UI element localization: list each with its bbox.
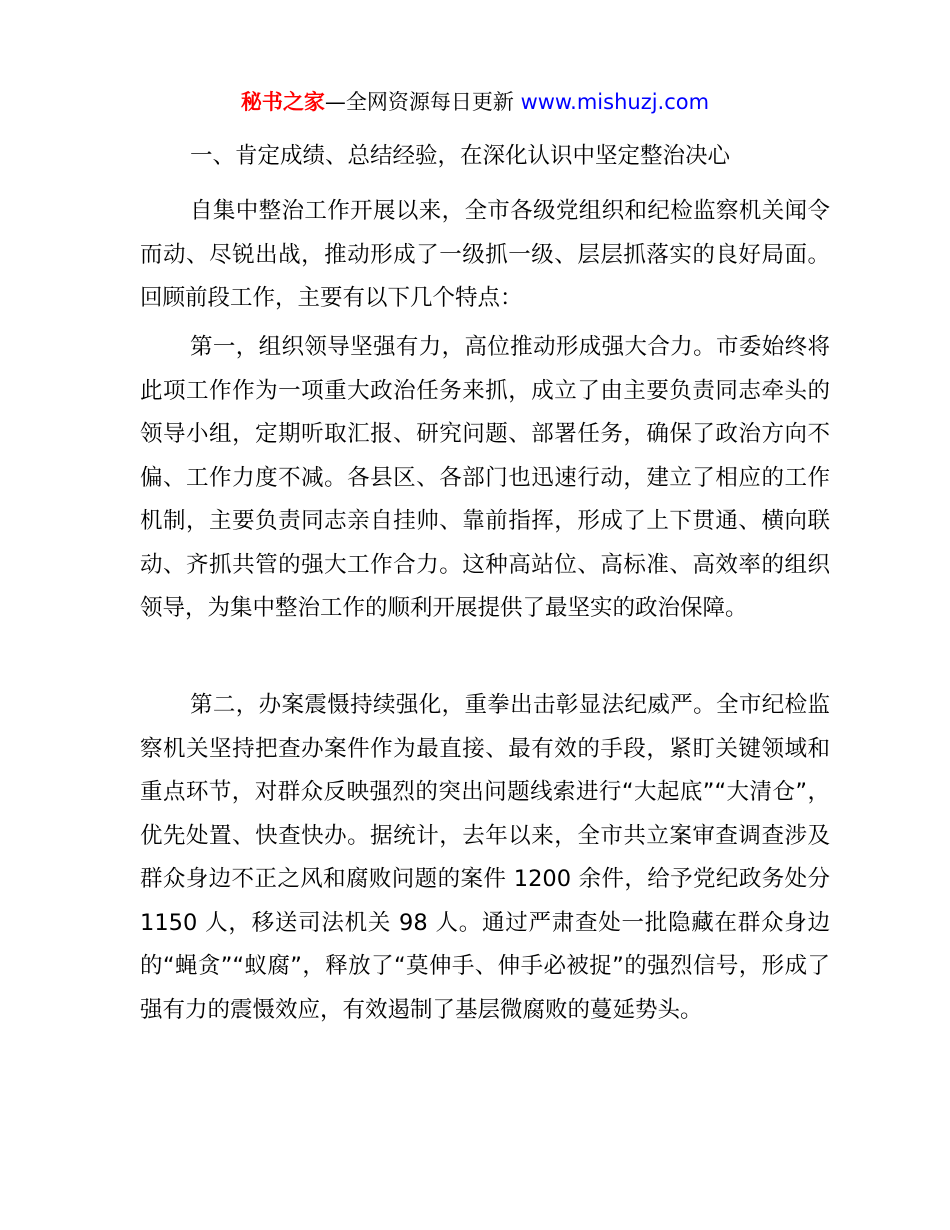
paragraph-second-point: 第二，办案震慑持续强化，重拳出击彰显法纪威严。全市纪检监察机关坚持把查办案件作为最直接、最有效的手段，紧盯关键领域和重点环节，对群众反映强烈的突出问题线索进行“大起底”“大清仓”，优先处置、快查快办。据统计，去年以来，全市共立案审查调查涉及群众身边不正之风和腐败问题的案件 1200 余件，给予党纪政务处分 1150 人，移送司法机关 98 人。通过严肃查处一批隐藏在群众身边的“蝇贪”“蚁腐”，释放了“莫伸手、伸手必被捉”的强烈信号，形成了强有力的震慑效应，有效遏制了基层微腐败的蔓延势头。 [140,692,830,1023]
site-header [0,86,950,118]
paragraph-intro: 自集中整治工作开展以来，全市各级党组织和纪检监察机关闻令而动、尽锐出战，推动形成了一级抓一级、层层抓落实的良好局面。回顾前段工作，主要有以下几个特点： [140,198,830,311]
header-tagline: —全网资源每日更新 [324,90,521,114]
site-url-link[interactable]: www.mishuzj.com [520,90,710,114]
section-heading: 一、肯定成绩、总结经验，在深化认识中坚定整治决心 [190,143,731,169]
brand-name: 秘书之家 [240,90,325,114]
paragraph-first-point: 第一，组织领导坚强有力，高位推动形成强大合力。市委始终将此项工作作为一项重大政治任务来抓，成立了由主要负责同志牵头的领导小组，定期听取汇报、研究问题、部署任务，确保了政治方向不偏、工作力度不减。各县区、各部门也迅速行动，建立了相应的工作机制，主要负责同志亲自挂帅、靠前指挥，形成了上下贯通、横向联动、齐抓共管的强大工作合力。这种高站位、高标准、高效率的组织领导，为集中整治工作的顺利开展提供了最坚实的政治保障。 [140,334,830,621]
